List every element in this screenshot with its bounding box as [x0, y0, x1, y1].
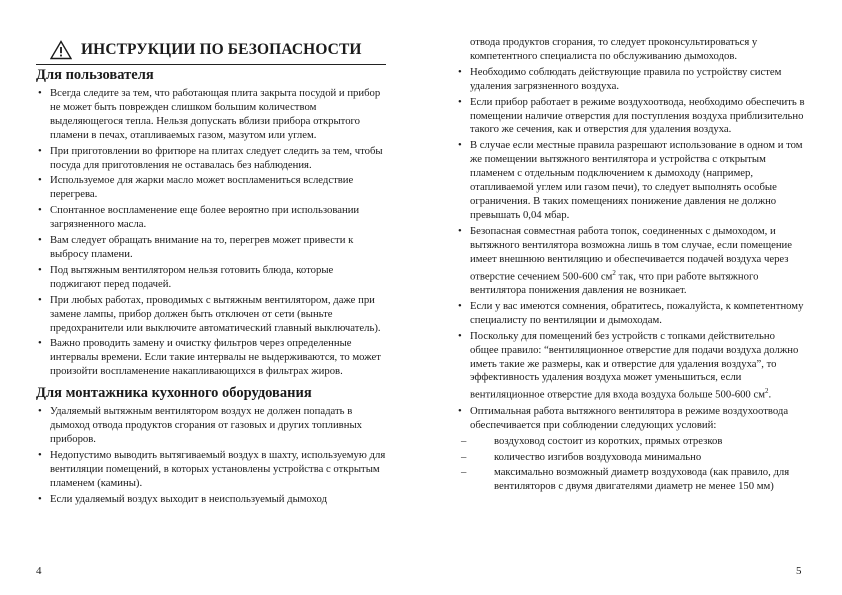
- condition-item: – максимально возможный диаметр воздуховода (как правило, для вентиляторов с двумя двигателями диаметр не менее 150 мм): [456, 466, 806, 494]
- item-text: так, что при работе вытяжного вентилятора понижения давления не возникает.: [470, 270, 759, 296]
- condition-item: – количество изгибов воздуховода минимально: [456, 451, 806, 465]
- section-heading-installer: Для монтажника кухонного оборудования: [36, 385, 312, 402]
- list-item: • Необходимо соблюдать действующие правила по устройству систем удаления загрязненного воздуха.: [456, 66, 806, 94]
- list-item: • Используемое для жарки масло может воспламениться вследствие перегрева.: [36, 174, 386, 202]
- conditions-list: [456, 435, 806, 495]
- list-item: • Если удаляемый воздух выходит в неиспользуемый дымоход: [36, 493, 386, 507]
- list-item: • При приготовлении во фритюре на плитах следует следить за тем, чтобы посуда для приготовления не оставалась без наблюдения.: [36, 145, 386, 173]
- title-row: [50, 40, 362, 60]
- superscript: 2: [764, 387, 769, 396]
- list-item: • Спонтанное воспламенение еще более вероятно при использовании загрязненного масла.: [36, 204, 386, 232]
- page-title: ИНСТРУКЦИИ ПО БЕЗОПАСНОСТИ: [81, 41, 362, 58]
- user-safety-list: [36, 87, 386, 379]
- warning-triangle-icon: [50, 40, 72, 60]
- list-item: • Всегда следите за тем, что работающая плита закрыта посудой и прибор не может быть поврежден слишком большим количеством выделяющегося тепла. Нельзя допускать вблизи прибора открытого пламени в печах, отапливаемых газом, мазутом или углем.: [36, 87, 386, 143]
- page-number-left: 4: [36, 565, 42, 577]
- item-text: .: [768, 388, 772, 401]
- list-item: • Вам следует обращать внимание на то, перегрев может привести к выбросу пламени.: [36, 234, 386, 262]
- left-column: [36, 67, 386, 508]
- list-item: • Под вытяжным вентилятором нельзя готовить блюда, которые поджигают перед подачей.: [36, 264, 386, 292]
- page-number-right: 5: [796, 565, 802, 577]
- right-safety-list: [456, 66, 806, 433]
- right-column: [456, 36, 806, 496]
- list-item: • При любых работах, проводимых с вытяжным вентилятором, даже при замене лампы, прибор должен быть отключен от сети (выньте предохранители или выключите автоматический главный выключатель).: [36, 294, 386, 336]
- continued-text: отвода продуктов сгорания, то следует проконсультироваться у компетентного специалиста по обслуживанию дымоходов.: [470, 36, 758, 62]
- item-text: Поскольку для помещений без устройств с топками действительно общее правило: “вентиляционное отверстие для подачи воздуха должно иметь такие же размеры, как и отверстие для удаления воздуха”, то эффективность удаления воздуха может уменьшиться, если вентиляционное отверстие для входа воздуха больше 500-600 см: [470, 329, 799, 401]
- list-item: • В случае если местные правила разрешают использование в одном и том же помещении вытяжного вентилятора и устройства с открытым пламенем с отдельным подключением к дымоходу (например, отапливаемой углем или газом печи), то следует выполнять особые ограничения. В таких помещениях понижение давления не должно превышать 0,04 мбар.: [456, 139, 806, 222]
- installer-safety-list: [36, 405, 386, 506]
- list-item: • Важно проводить замену и очистку фильтров через определенные интервалы времени. Если такие интервалы не выдерживаются, то может произойти воспламенение накапливающихся в фильтрах жиров.: [36, 337, 386, 379]
- list-item: • Удаляемый вытяжным вентилятором воздух не должен попадать в дымоход отвода продуктов сгорания от газовых и других топливных приборов.: [36, 405, 386, 447]
- list-item: [456, 225, 806, 298]
- list-item: [456, 330, 806, 403]
- superscript: 2: [612, 268, 616, 277]
- condition-item: – воздуховод состоит из коротких, прямых отрезков: [456, 435, 806, 449]
- section-heading-user: Для пользователя: [36, 67, 154, 83]
- list-item: • Если у вас имеются сомнения, обратитесь, пожалуйста, к компетентному специалисту по вентиляции и дымоходам.: [456, 300, 806, 328]
- right-page: [421, 0, 842, 595]
- list-item: • Недопустимо выводить вытягиваемый воздух в шахту, используемую для вентиляции помещений, в которых установлены устройства с открытым пламенем (камины).: [36, 449, 386, 491]
- title-divider: [36, 64, 386, 65]
- item-text: Безопасная совместная работа топок, соединенных с дымоходом, и вытяжного вентилятора возможна лишь в том случае, если помещение имеет внешнюю вентиляцию и обеспечивается подачей воздуха через отверстие сечением 500-600 см: [470, 224, 792, 283]
- list-item: • Если прибор работает в режиме воздухоотвода, необходимо обеспечить в помещении наличие отверстия для поступления воздуха приблизительно такого же сечения, как и отверстия для удаления воздуха.: [456, 96, 806, 138]
- list-item: • Оптимальная работа вытяжного вентилятора в режиме воздухоотвода обеспечивается при соблюдении следующих условий:: [456, 405, 806, 433]
